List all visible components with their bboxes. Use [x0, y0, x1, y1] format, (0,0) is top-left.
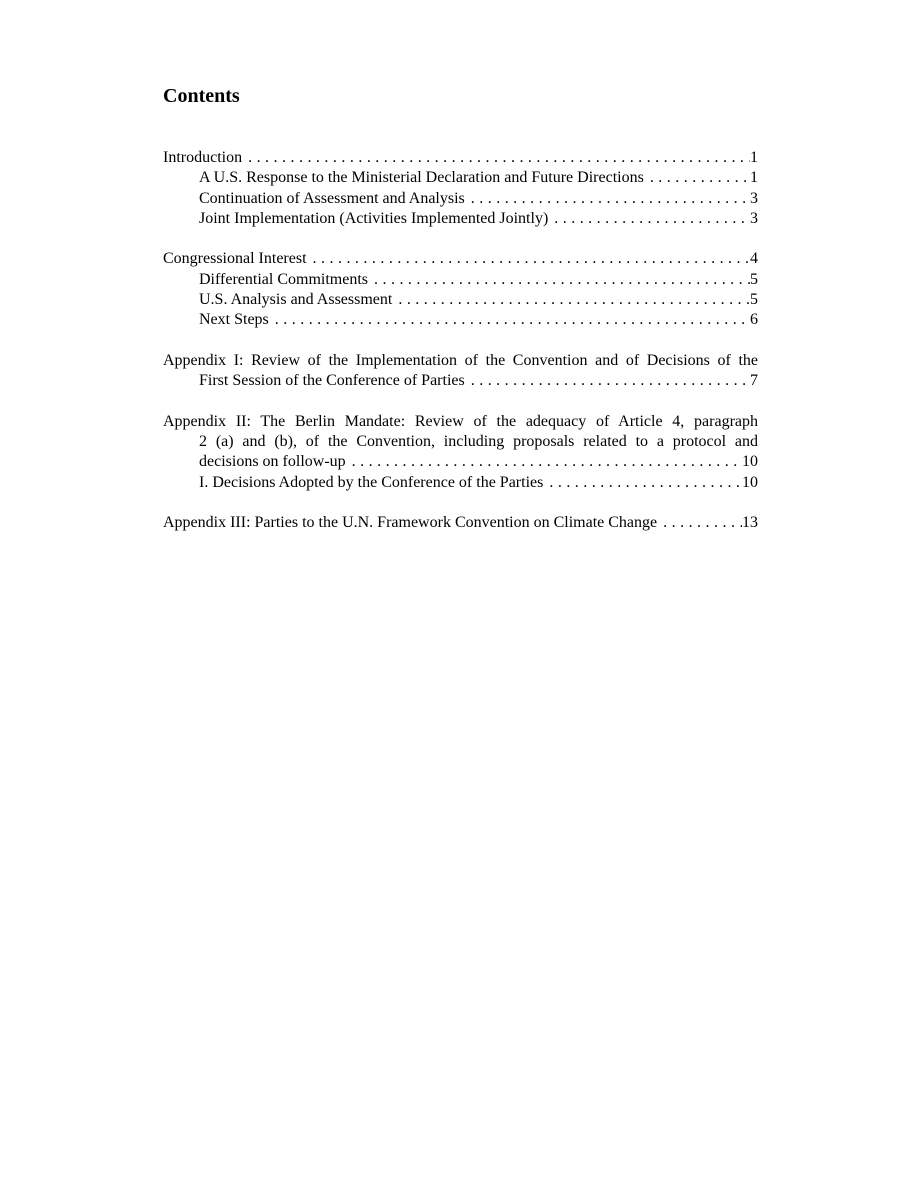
toc-entry-label: Congressional Interest — [163, 250, 307, 268]
toc-entry-label-line: Appendix I: Review of the Implementation of the Convention and of Decisions of the — [163, 351, 758, 369]
toc-page-number: 1 — [750, 169, 758, 187]
dot-leader — [548, 209, 750, 229]
dot-leader — [368, 270, 750, 290]
toc-entry-appendix-1[interactable] — [163, 351, 758, 392]
toc-page-number: 10 — [742, 453, 758, 471]
toc-page-number: 3 — [750, 209, 758, 227]
dot-leader — [346, 452, 742, 472]
toc-subentry-us-response[interactable] — [163, 168, 758, 188]
toc-entry-label: I. Decisions Adopted by the Conference of the Parties — [199, 473, 544, 491]
toc-entry-congressional-interest[interactable] — [163, 249, 758, 269]
toc-group-introduction — [163, 148, 758, 229]
dot-leader — [392, 290, 750, 310]
toc-page-number: 10 — [742, 473, 758, 491]
toc-entry-label: Next Steps — [199, 311, 269, 329]
toc-entry-appendix-2[interactable] — [163, 412, 758, 473]
toc-subentry-decisions-adopted[interactable] — [163, 473, 758, 493]
toc-page-number: 13 — [742, 514, 758, 532]
toc-entry-last-line — [163, 371, 758, 391]
toc-group-appendix-3 — [163, 513, 758, 533]
toc-entry-label: decisions on follow-up — [199, 453, 346, 471]
page-title: Contents — [163, 85, 240, 107]
toc-entry-label-line: Appendix II: The Berlin Mandate: Review of the adequacy of Article 4, paragraph — [163, 412, 758, 430]
toc-entry-last-line — [163, 452, 758, 472]
toc-group-appendix-2 — [163, 412, 758, 493]
toc-entry-label: Introduction — [163, 149, 243, 166]
toc-page-number: 7 — [750, 372, 758, 390]
toc-page-number: 5 — [750, 270, 758, 288]
toc-entry-label-line: 2 (a) and (b), of the Convention, including proposals related to a protocol and — [199, 433, 758, 451]
toc-subentry-next-steps[interactable] — [163, 310, 758, 330]
toc-entry-label: Continuation of Assessment and Analysis — [199, 189, 465, 207]
dot-leader — [242, 148, 750, 168]
dot-leader — [465, 371, 750, 391]
toc-entry-label: A U.S. Response to the Ministerial Declaration and Future Directions — [199, 169, 644, 187]
toc-page-number: 4 — [750, 250, 758, 268]
table-of-contents — [163, 148, 758, 534]
toc-subentry-differential-commitments[interactable] — [163, 270, 758, 290]
toc-entry-label: Differential Commitments — [199, 270, 369, 288]
toc-page-number: 6 — [750, 311, 758, 329]
toc-entry-appendix-3[interactable] — [163, 513, 758, 533]
dot-leader — [307, 249, 750, 269]
toc-entry-label: U.S. Analysis and Assessment — [199, 291, 393, 309]
toc-group-congressional-interest — [163, 249, 758, 330]
toc-subentry-joint-implementation[interactable] — [163, 209, 758, 229]
dot-leader — [269, 310, 750, 330]
toc-page-number: 3 — [750, 189, 758, 207]
toc-entry-label: Joint Implementation (Activities Implemented Jointly) — [199, 209, 549, 227]
dot-leader — [657, 513, 742, 533]
toc-entry-label: Appendix III: Parties to the U.N. Framework Convention on Climate Change — [163, 514, 658, 532]
toc-page-number: 5 — [750, 291, 758, 309]
toc-entry-introduction[interactable] — [163, 148, 758, 168]
toc-subentry-continuation[interactable] — [163, 189, 758, 209]
toc-page-number: 1 — [750, 149, 758, 166]
contents-page — [163, 84, 758, 554]
toc-entry-label: First Session of the Conference of Parties — [199, 372, 465, 390]
toc-group-appendix-1 — [163, 351, 758, 392]
toc-subentry-us-analysis[interactable] — [163, 290, 758, 310]
dot-leader — [465, 189, 750, 209]
dot-leader — [543, 473, 742, 493]
dot-leader — [644, 168, 750, 188]
